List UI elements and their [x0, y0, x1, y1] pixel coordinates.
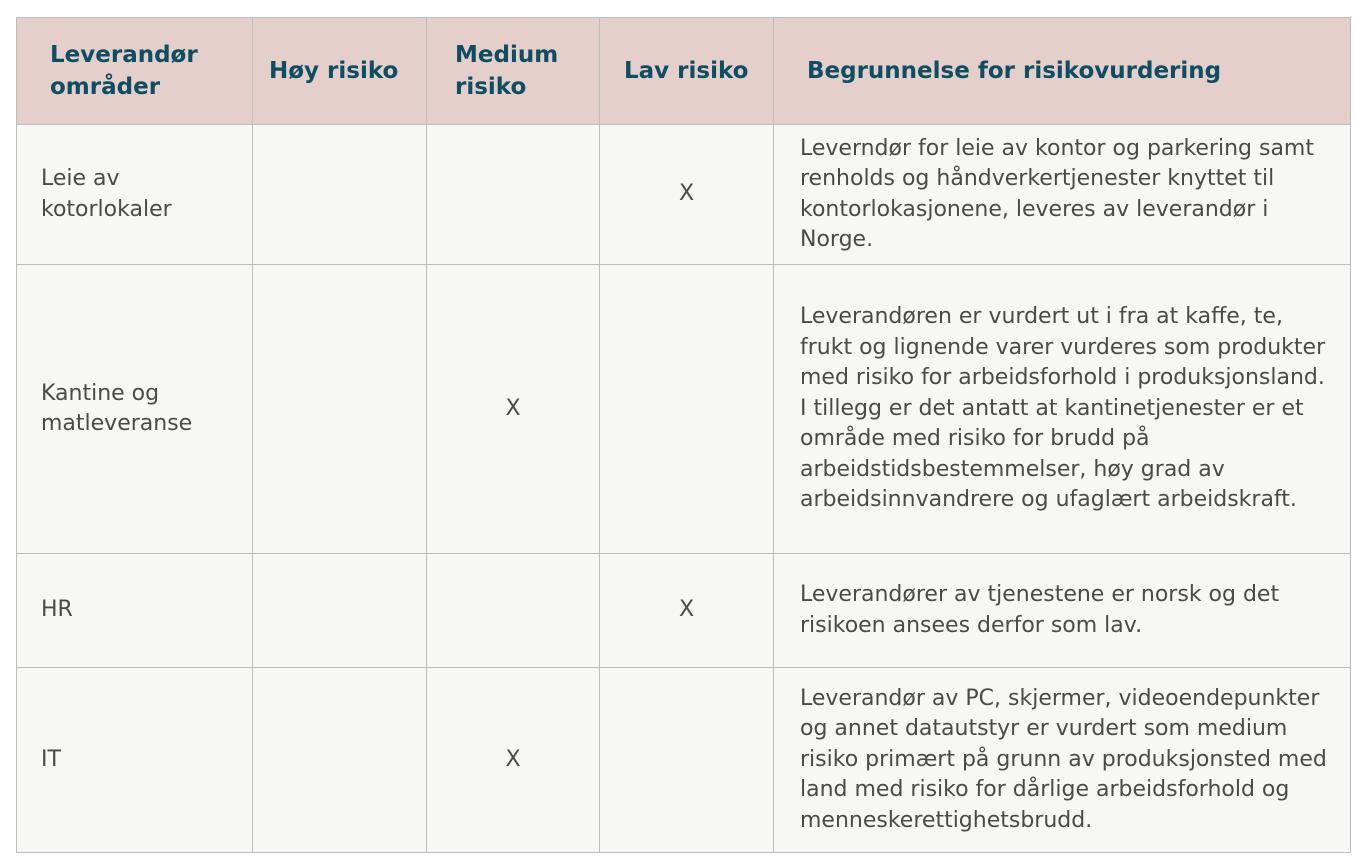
- cell-reason: Leverandøren er vurdert ut i fra at kaffe, te, frukt og lignende varer vurderes som produkter med risiko for arbeidsforhold i produksjonsland. I tillegg er det antatt at kantinetjenester er et område med risiko for brudd på arbeidstidsbestemmelser, høy grad av arbeidsinnvandrere og ufaglært arbeidskraft.: [774, 265, 1351, 554]
- cell-area: IT: [17, 668, 253, 853]
- risk-assessment-table: [16, 17, 1351, 853]
- cell-low-risk: [600, 265, 774, 554]
- table-row: [17, 125, 1351, 265]
- cell-area: Kantine og matleveranse: [17, 265, 253, 554]
- header-low-risk: Lav risiko: [600, 18, 774, 125]
- cell-low-risk: X: [600, 125, 774, 265]
- cell-high-risk: [253, 265, 427, 554]
- table-row: [17, 668, 1351, 853]
- header-medium-risk: Medium risiko: [427, 18, 600, 125]
- cell-reason: Leverandør av PC, skjermer, videoendepunkter og annet datautstyr er vurdert som medium risiko primært på grunn av produksjonsted med land med risiko for dårlige arbeidsforhold og menneskerettighetsbrudd.: [774, 668, 1351, 853]
- cell-high-risk: [253, 125, 427, 265]
- cell-medium-risk: X: [427, 265, 600, 554]
- cell-reason: Leverandører av tjenestene er norsk og det risikoen ansees derfor som lav.: [774, 554, 1351, 668]
- cell-area: HR: [17, 554, 253, 668]
- cell-medium-risk: [427, 554, 600, 668]
- header-reason: Begrunnelse for risikovurdering: [774, 18, 1351, 125]
- cell-low-risk: X: [600, 554, 774, 668]
- header-high-risk: Høy risiko: [253, 18, 427, 125]
- header-supplier-area: Leverandør områder: [17, 18, 253, 125]
- cell-area: Leie av kotorlokaler: [17, 125, 253, 265]
- table-row: [17, 554, 1351, 668]
- cell-high-risk: [253, 668, 427, 853]
- header-row: [17, 18, 1351, 125]
- cell-medium-risk: X: [427, 668, 600, 853]
- cell-low-risk: [600, 668, 774, 853]
- cell-reason: Leverndør for leie av kontor og parkering samt renholds og håndverkertjenester knyttet til kontorlokasjonene, leveres av leverandør i Norge.: [774, 125, 1351, 265]
- cell-medium-risk: [427, 125, 600, 265]
- table-row: [17, 265, 1351, 554]
- table-body: [17, 125, 1351, 853]
- table-header: [17, 18, 1351, 125]
- cell-high-risk: [253, 554, 427, 668]
